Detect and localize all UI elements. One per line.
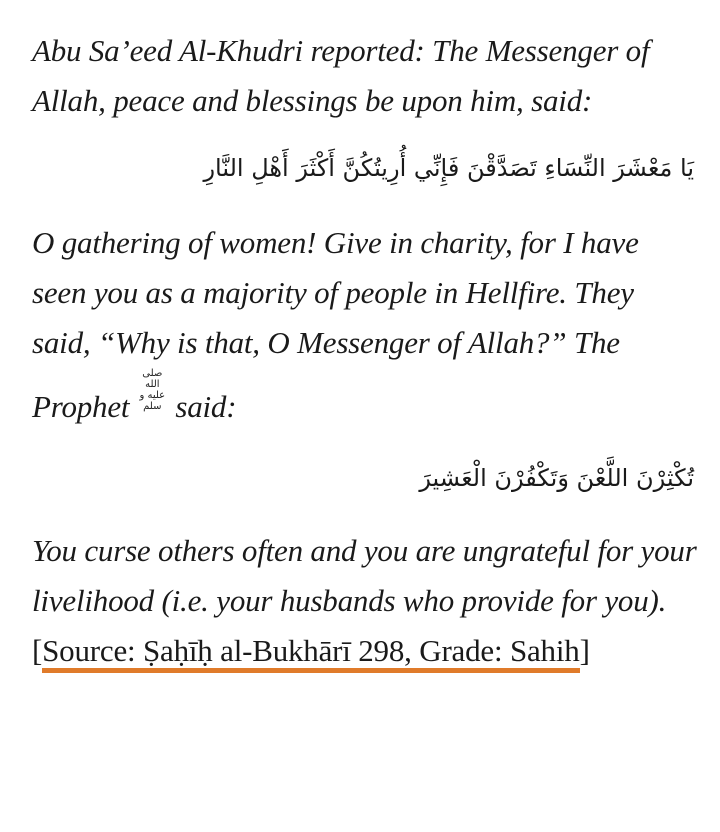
arabic-text-2: تُكْثِرْنَ اللَّعْنَ وَتَكْفُرْنَ الْعَشِيرَ [419, 464, 694, 492]
source-close-bracket: ] [579, 633, 590, 668]
source-open-bracket: [ [32, 633, 43, 668]
translation-2 [32, 526, 698, 676]
salawat-symbol: صلى الله عليه و سلم [139, 368, 166, 412]
translation-1-text: O gathering of women! Give in charity, for I have seen you as a majority of people in Hellfire. They said, “Why is that, O Messenger of Allah?” The Prophet [32, 225, 639, 424]
source-link[interactable]: Source: Ṣaḥīḥ al-Bukhārī 298, Grade: Sahih [42, 633, 579, 673]
translation-2-text: You curse others often and you are ungrateful for your livelihood (i.e. your husbands who provide for you). [32, 533, 697, 618]
arabic-text-1: يَا مَعْشَرَ النِّسَاءِ تَصَدَّقْنَ فَإِنِّي أُرِيتُكُنَّ أَكْثَرَ أَهْلِ النَّارِ [203, 154, 694, 182]
hadith-article [32, 26, 698, 676]
translation-1 [32, 218, 698, 432]
hadith-intro: Abu Sa’eed Al-Khudri reported: The Messenger of Allah, peace and blessings be upon him, said: [32, 33, 650, 118]
translation-1-end: said: [175, 389, 237, 424]
